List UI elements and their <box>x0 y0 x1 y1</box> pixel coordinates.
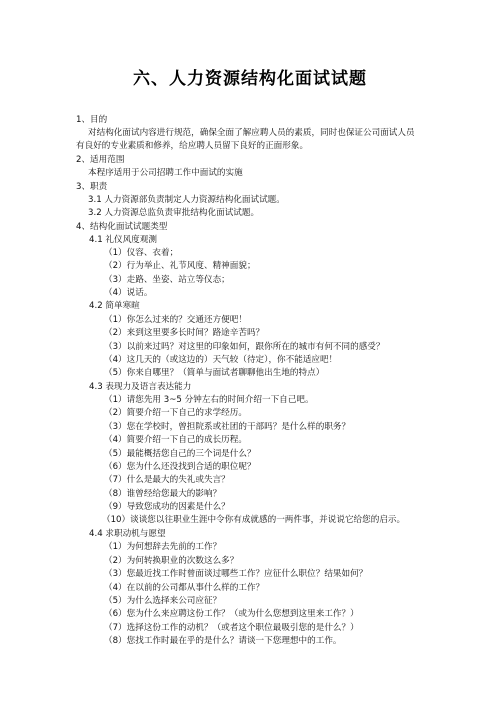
subsection-heading: 4.3 表现力及语言表达能力 <box>89 382 192 392</box>
section-1-paragraph-cont: 有良好的专业素质和修养，给应聘人员留下良好的正面形象。 <box>76 141 309 151</box>
list-item: （5）你来自哪里？（简单与面试者聊聊他出生地的特点） <box>104 368 325 378</box>
subsection-heading: 4.4 求职动机与愿望 <box>89 529 166 539</box>
list-item: （10）谈谈您以往职业生涯中令你有成就感的一两件事，并说说它给您的启示。 <box>102 515 406 525</box>
list-item: （3）您最近找工作时曾面谈过哪些工作？应征什么职位？结果如何？ <box>104 569 368 579</box>
list-item: （5）最能概括您自己的三个词是什么？ <box>104 449 256 459</box>
section-2-paragraph: 本程序适用于公司招聘工作中面试的实施 <box>88 168 243 178</box>
list-item: （8）谁曾经给您最大的影响？ <box>104 489 222 499</box>
list-item: （4）在以前的公司都从事什么样的工作？ <box>104 583 265 593</box>
list-item: （9）导致您成功的因素是什么？ <box>104 502 230 512</box>
page-title: 六、人力资源结构化面试试题 <box>133 69 367 89</box>
list-item: （1）请您先用 3~5 分钟左右的时间介绍一下自己吧。 <box>104 395 314 405</box>
list-item: （3）您在学校时，曾担院系或社团的干部吗？是什么样的职务？ <box>104 422 351 432</box>
list-item: （4）这几天的（或这边的）天气较（待定），你不能适应吧！ <box>104 355 338 365</box>
list-item: （7）选择这份工作的动机？（或者这个职位最吸引您的是什么？） <box>104 623 359 633</box>
section-4-heading: 4、结构化面试试题类型 <box>76 222 168 232</box>
list-item: （8）您找工作时最在乎的是什么？请谈一下您理想中的工作。 <box>104 636 342 646</box>
section-2-heading: 2、适用范围 <box>76 155 125 165</box>
list-item: （1）仪容、衣着； <box>104 248 179 258</box>
list-item: （2）来到这里要多长时间？路途辛苦吗？ <box>104 328 265 338</box>
section-3-heading: 3、职责 <box>76 182 108 192</box>
section-3-item: 3.2 人力资源总监负责审批结构化面试试题。 <box>88 208 260 218</box>
list-item: （4）简要介绍一下自己的成长历程。 <box>104 435 247 445</box>
list-item: （5）为什么选择来公司应征？ <box>104 596 222 606</box>
list-item: （2）简要介绍一下自己的求学经历。 <box>104 408 247 418</box>
list-item: （4）说话。 <box>104 288 153 298</box>
list-item: （7）什么是最大的失礼或失言？ <box>104 475 230 485</box>
list-item: （1）为何想辞去先前的工作？ <box>104 542 222 552</box>
list-item: （6）您为什么还没找到合适的职位呢？ <box>104 462 256 472</box>
list-item: （6）您为什么来应聘这份工作？（或为什么您想到这里来工作？） <box>104 609 359 619</box>
section-1-paragraph: 对结构化面试内容进行规范，确保全面了解应聘人员的素质，同时也保证公司面试人员 <box>88 128 415 138</box>
list-item: （1）你怎么过来的？交通还方便吧！ <box>104 315 247 325</box>
subsection-heading: 4.1 礼仪风度观测 <box>89 235 157 245</box>
subsection-heading: 4.2 简单寒暄 <box>89 301 140 311</box>
section-3-item: 3.1 人力资源部负责制定人力资源结构化面试试题。 <box>88 195 285 205</box>
list-item: （2）行为举止、礼节风度、精神面貌； <box>104 261 256 271</box>
section-1-heading: 1、目的 <box>76 115 108 125</box>
list-item: （3）走路、坐姿、站立等仪态； <box>104 275 230 285</box>
list-item: （2）为何转换职业的次数这么多？ <box>104 556 239 566</box>
list-item: （3）以前来过吗？对这里的印象如何，跟你所在的城市有何不同的感受？ <box>104 342 385 352</box>
